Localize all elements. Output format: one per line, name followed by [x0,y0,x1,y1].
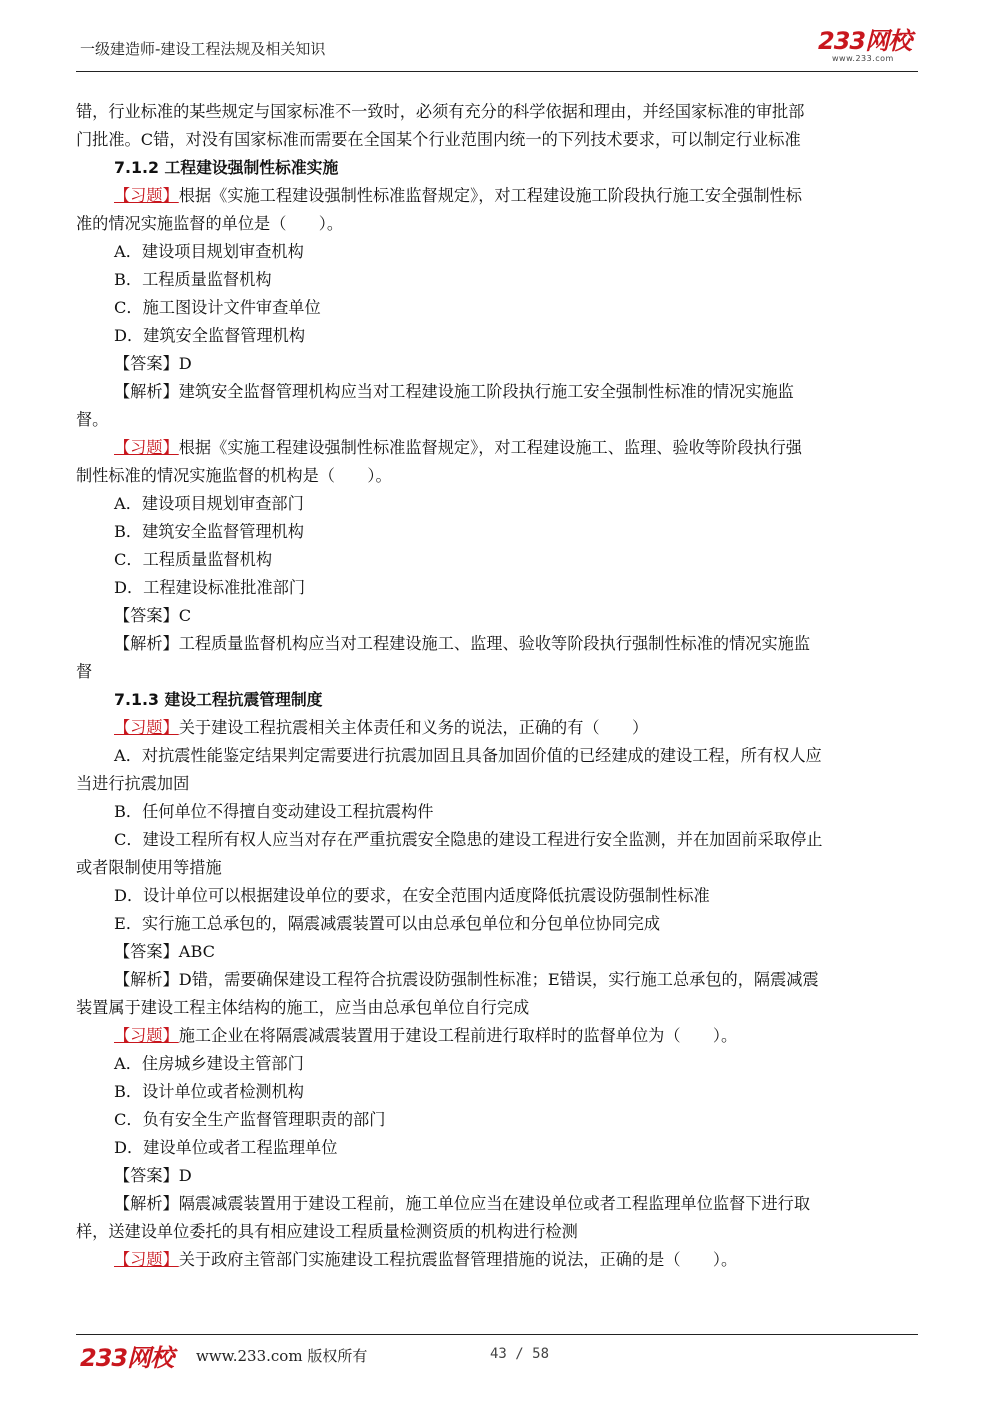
option-line: C．负有安全生产监督管理职责的部门 [114,1110,386,1129]
option-line: D．设计单位可以根据建设单位的要求，在安全范围内适度降低抗震设防强制性标准 [114,886,710,905]
logo-brand: 233网校 [818,27,912,55]
text-line: 当进行抗震加固 [76,774,190,793]
question-line [76,182,924,210]
option-line: A．住房城乡建设主管部门 [114,1054,304,1073]
question-line [76,1246,924,1274]
text-line: 制性标准的情况实施监督的机构是（ ）。 [76,466,392,485]
text-line: 样，送建设单位委托的具有相应建设工程质量检测资质的机构进行检测 [76,1222,578,1241]
question-text: 关于政府主管部门实施建设工程抗震监督管理措施的说法，正确的是（ ）。 [178,1250,738,1269]
question-text: 根据《实施工程建设强制性标准监督规定》，对工程建设施工阶段执行施工安全强制性标 [178,186,802,205]
question-text: 关于建设工程抗震相关主体责任和义务的说法，正确的有（ ） [178,718,649,737]
option-line: B．任何单位不得擅自变动建设工程抗震构件 [114,802,434,821]
header-rule [76,71,918,72]
section-heading: 7.1.2 工程建设强制性标准实施 [114,158,339,177]
question-tag: 【习题】 [114,438,179,457]
question-line [76,714,924,742]
text-line: 门批准。C错，对没有国家标准而需要在全国某个行业范围内统一的下列技术要求，可以制定行业标准 [76,130,801,149]
question-tag: 【习题】 [114,186,179,205]
text-line: 装置属于建设工程主体结构的施工，应当由总承包单位自行完成 [76,998,530,1017]
footer-copyright: www.233.com 版权所有 [196,1347,368,1365]
option-line: D．建设单位或者工程监理单位 [114,1138,338,1157]
text-line: 督 [76,662,93,681]
footer-rule [76,1334,918,1335]
option-line: A．建设项目规划审查部门 [114,494,304,513]
question-line [76,434,924,462]
question-text: 施工企业在将隔震减震装置用于建设工程前进行取样时的监督单位为（ ）。 [178,1026,738,1045]
analysis-line: 【解析】建筑安全监督管理机构应当对工程建设施工阶段执行施工安全强制性标准的情况实施监 [114,382,794,401]
answer-line: 【答案】C [114,606,192,625]
text-line: 错，行业标准的某些规定与国家标准不一致时，必须有充分的科学依据和理由，并经国家标准的审批部 [76,102,805,121]
logo-url: www.233.com [832,54,894,63]
text-line: 督。 [76,410,109,429]
question-text: 根据《实施工程建设强制性标准监督规定》，对工程建设施工、监理、验收等阶段执行强 [178,438,802,457]
option-line: A．对抗震性能鉴定结果判定需要进行抗震加固且具备加固价值的已经建成的建设工程，所有权人应 [114,746,822,765]
option-line: C．工程质量监督机构 [114,550,273,569]
question-line [76,1022,924,1050]
option-line: D．建筑安全监督管理机构 [114,326,306,345]
option-line: D．工程建设标准批准部门 [114,578,306,597]
footer-logo: 233网校 [80,1344,174,1372]
option-line: B．设计单位或者检测机构 [114,1082,304,1101]
option-line: E．实行施工总承包的，隔震减震装置可以由总承包单位和分包单位协同完成 [114,914,661,933]
analysis-line: 【解析】工程质量监督机构应当对工程建设施工、监理、验收等阶段执行强制性标准的情况实施监 [114,634,811,653]
question-tag: 【习题】 [114,1250,179,1269]
header-title: 一级建造师-建设工程法规及相关知识 [80,40,326,58]
text-line: 或者限制使用等措施 [76,858,222,877]
option-line: B．建筑安全监督管理机构 [114,522,304,541]
option-line: C．建设工程所有权人应当对存在严重抗震安全隐患的建设工程进行安全监测，并在加固前采取停止 [114,830,823,849]
header-logo [818,28,911,63]
analysis-line: 【解析】隔震减震装置用于建设工程前，施工单位应当在建设单位或者工程监理单位监督下进行取 [114,1194,811,1213]
option-line: B．工程质量监督机构 [114,270,272,289]
answer-line: 【答案】ABC [114,942,216,961]
question-tag: 【习题】 [114,718,179,737]
option-line: A．建设项目规划审查机构 [114,242,304,261]
text-line: 准的情况实施监督的单位是（ ）。 [76,214,344,233]
option-line: C．施工图设计文件审查单位 [114,298,321,317]
analysis-line: 【解析】D错，需要确保建设工程符合抗震设防强制性标准；E错误，实行施工总承包的，隔震减震 [114,970,819,989]
answer-line: 【答案】D [114,1166,192,1185]
question-tag: 【习题】 [114,1026,179,1045]
page-content [76,98,924,1274]
section-heading: 7.1.3 建设工程抗震管理制度 [114,690,323,709]
answer-line: 【答案】D [114,354,192,373]
page-number: 43 / 58 [490,1346,550,1362]
